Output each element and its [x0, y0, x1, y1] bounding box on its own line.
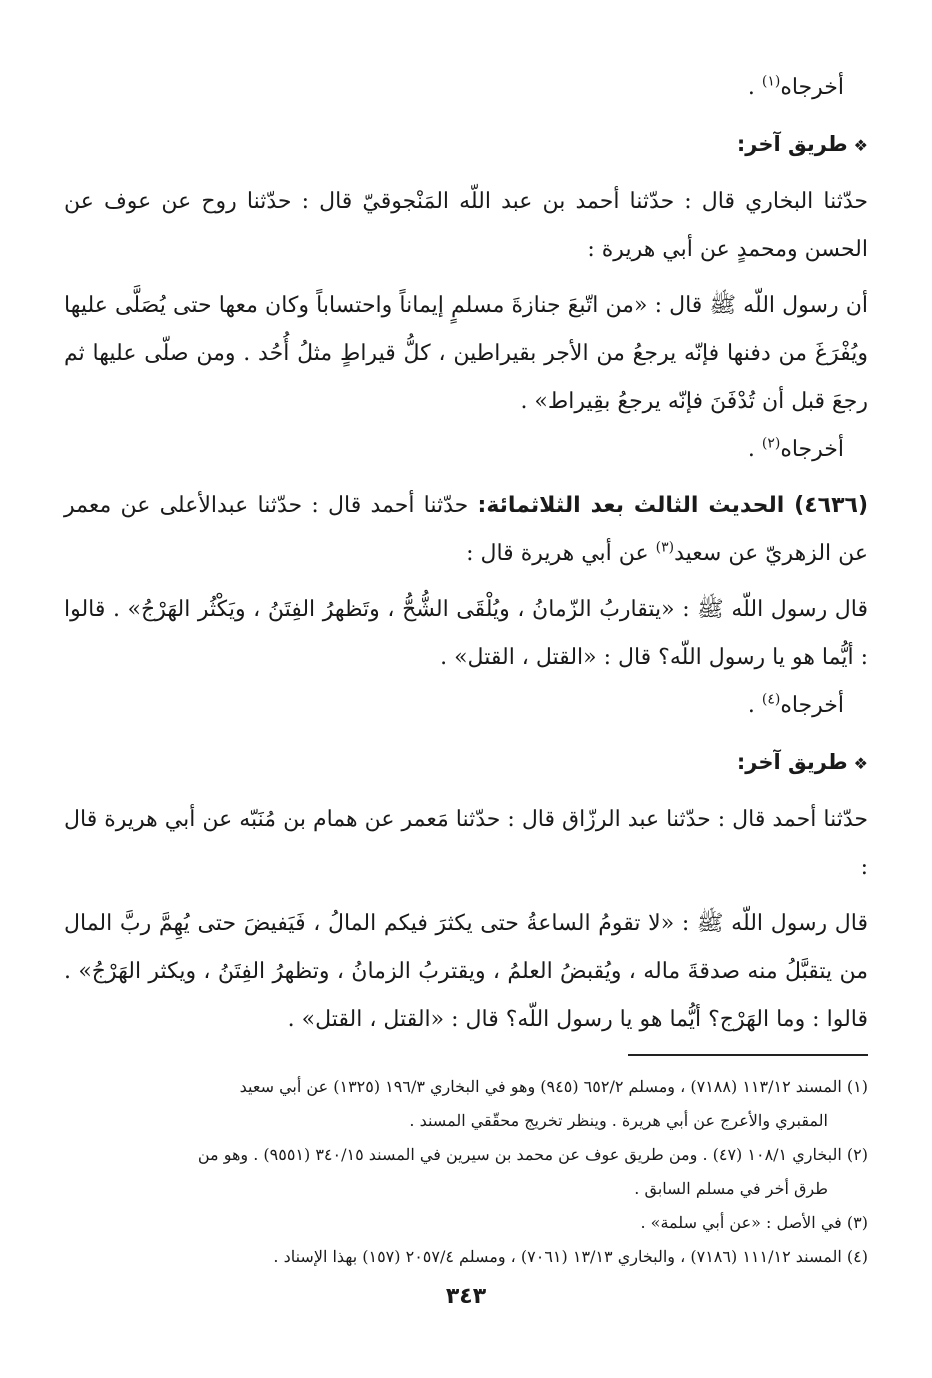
- takhrij-line-1: أخرجاه$^{(١)}$ .: [747, 73, 844, 100]
- diamond-bullet-icon: ❖: [853, 136, 868, 155]
- section-heading-other-route-1: ❖طريق آخر:: [736, 132, 868, 156]
- hadith-matn-2: قال رسول اللّه ﷺ : «يتقاربُ الزّمانُ ، ويُلْقَى الشُّحُّ ، وتَظهرُ الفِتَنُ ، ويَكْثُر الهَرْجُ» . قالوا : أيُّما هو يا رسول اللّه؟ قال : «القتل ، القتل» .: [64, 597, 868, 670]
- main-text: [64, 64, 868, 1044]
- takhrij-line-2: أخرجاه$^{(٢)}$ .: [747, 435, 844, 462]
- isnad-paragraph-1: حدّثنا البخاري قال : حدّثنا أحمد بن عبد اللّه المَنْجوقيّ قال : حدّثنا روح عن عوف عن الحسن ومحمدٍ عن أبي هريرة :: [64, 189, 868, 262]
- diamond-bullet-icon: ❖: [853, 754, 868, 773]
- footnote-2-continuation: طرق أخر في مسلم السابق .: [634, 1179, 828, 1198]
- footnote-ref-2[interactable]: (٢): [761, 435, 781, 452]
- hadith-matn-1: أن رسول اللّه ﷺ قال : «من اتّبعَ جنازةَ مسلمٍ إيماناً واحتساباً وكان معها حتى يُصَلَّى عليها ويُفْرَغَ من دفنها فإنّه يرجعُ من الأجر بقيراطين ، كلُّ قيراطٍ مثلُ أُحُد . ومن صلّى عليها ثم رجعَ قبل أن تُدْفَنَ فإنّه يرجعُ بقِيراط» .: [64, 293, 868, 414]
- takhrij-line-3: أخرجاه$^{(٤)}$ .: [747, 691, 844, 718]
- footnotes: [64, 1070, 868, 1274]
- hadith-number-title: (٤٦٣٦) الحديث الثالث بعد الثلاثمائة:: [477, 493, 868, 518]
- footnote-1-continuation: المقبري والأعرج عن أبي هريرة . وينظر تخريج محقّقي المسند .: [409, 1111, 828, 1130]
- section-heading-other-route-2: ❖طريق آخر:: [736, 750, 868, 774]
- footnote-ref-3[interactable]: (٣): [655, 539, 675, 556]
- footnote-1: (١) المسند ١١٣/١٢ (٧١٨٨) ، ومسلم ٦٥٢/٢ (٩٤٥) وهو في البخاري ١٩٦/٣ (١٣٢٥) عن أبي سعيد: [239, 1077, 868, 1096]
- footnote-separator: [628, 1054, 868, 1056]
- hadith-isnad-4636: (٤٦٣٦) الحديث الثالث بعد الثلاثمائة: حدّثنا أحمد قال : حدّثنا عبدالأعلى عن معمر عن الزهريّ عن سعيد$^{(٣)}$ عن أبي هريرة قال :: [64, 493, 868, 566]
- isnad-paragraph-2: حدّثنا أحمد قال : حدّثنا عبد الرزّاق قال : حدّثنا مَعمر عن همام بن مُنَبّه عن أبي هريرة قال :: [64, 807, 868, 880]
- footnote-ref-4[interactable]: (٤): [761, 691, 781, 708]
- footnote-4: (٤) المسند ١١١/١٢ (٧١٨٦) ، والبخاري ١٣/١٣ (٧٠٦١) ، ومسلم ٢٠٥٧/٤ (١٥٧) بهذا الإسناد .: [273, 1247, 868, 1266]
- footnote-ref-1[interactable]: (١): [761, 73, 781, 90]
- page-number: ٣٤٣: [445, 1284, 487, 1309]
- footnote-3: (٣) في الأصل : «عن أبي سلمة» .: [640, 1213, 868, 1232]
- hadith-matn-3: قال رسول اللّه ﷺ : «لا تقومُ الساعةُ حتى يكثرَ فيكم المالُ ، فَيَفيضَ حتى يُهِمَّ ربَّ المال من يتقبَّلُ منه صدقةَ ماله ، ويُقبضُ العلمُ ، ويقتربُ الزمانُ ، وتظهرُ الفِتَنُ ، ويكثر الهَرْجُ» . قالوا : وما الهَرْج؟ أيُّما هو يا رسول اللّه؟ قال : «القتل ، القتل» .: [64, 911, 868, 1032]
- footnote-2: (٢) البخاري ١٠٨/١ (٤٧) . ومن طريق عوف عن محمد بن سيرين في المسند ٣٤٠/١٥ (٩٥٥١) . وهو من: [197, 1145, 868, 1164]
